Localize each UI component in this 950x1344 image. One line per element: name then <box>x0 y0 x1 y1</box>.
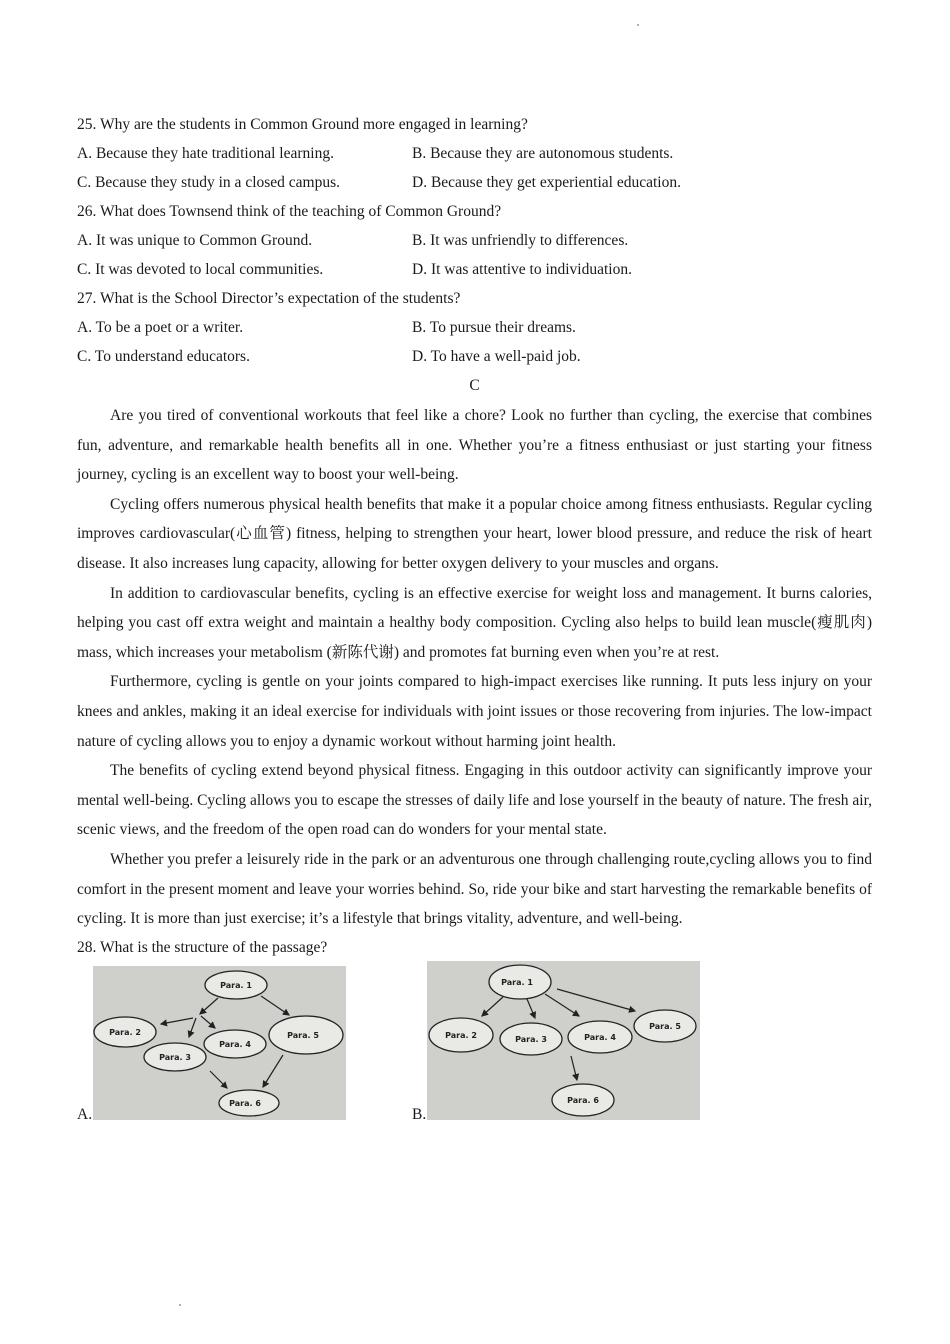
node-para-2 <box>429 1018 493 1052</box>
option-a-label: A. <box>77 1105 93 1123</box>
option-c: C. It was devoted to local communities. <box>77 261 324 278</box>
svg-text:Para. 5: Para. 5 <box>287 1030 319 1040</box>
option-b: B. It was unfriendly to differences. <box>412 232 629 249</box>
scan-speck <box>637 24 639 26</box>
option-b: B. Because they are autonomous students. <box>412 145 674 162</box>
option-a: A. Because they hate traditional learning. <box>77 145 334 162</box>
passage-paragraph-3: In addition to cardiovascular benefits, cycling is an effective exercise for weight loss and management. It burns calories, helping you cast off extra weight and maintain a healthy body composition. Cycling also helps to build lean muscle(瘦肌肉) mass, which increases your metabolism (新陈代谢) and promotes fat burning even when you’re at rest. <box>77 584 872 661</box>
question-26-options-row-1 <box>77 228 872 257</box>
option-a-structure-diagram <box>93 966 346 1120</box>
node-para-5 <box>634 1010 696 1042</box>
svg-text:Para. 2: Para. 2 <box>109 1027 141 1037</box>
exam-page <box>77 112 872 1146</box>
question-26-stem: 26. What does Townsend think of the teaching of Common Ground? <box>77 203 502 220</box>
svg-text:Para. 6: Para. 6 <box>567 1095 599 1105</box>
passage-paragraph-6: Whether you prefer a leisurely ride in the park or an adventurous one through challenging route,cycling allows you to find comfort in the present moment and leave your worries behind. So, ride your bike and start harvesting the remarkable benefits of cycling. It is more than just exercise; it’s a lifestyle that brings vitality, adventure, and well-being. <box>77 850 872 928</box>
option-d: D. It was attentive to individuation. <box>412 261 632 278</box>
option-d: D. Because they get experiential education. <box>412 174 681 191</box>
option-b-label: B. <box>412 1105 427 1123</box>
option-c: C. To understand educators. <box>77 348 250 365</box>
node-para-6 <box>219 1090 279 1116</box>
question-27-options-row-1 <box>77 315 872 344</box>
node-para-5 <box>269 1016 343 1054</box>
section-label: C <box>469 377 480 394</box>
svg-text:Para. 1: Para. 1 <box>501 977 533 987</box>
question-25-stem: 25. Why are the students in Common Ground more engaged in learning? <box>77 116 528 133</box>
node-para-1 <box>205 971 267 999</box>
node-para-3 <box>500 1023 562 1055</box>
question-25-options-row-2 <box>77 170 872 199</box>
passage-paragraph-2: Cycling offers numerous physical health benefits that make it a popular choice among fitness enthusiasts. Regular cycling improves cardiovascular(心血管) fitness, helping to strengthen your heart, lower blood pressure, and reduce the risk of heart disease. It also increases lung capacity, allowing for better oxygen delivery to your muscles and organs. <box>77 495 872 572</box>
option-a: A. To be a poet or a writer. <box>77 319 244 336</box>
option-b-structure-diagram <box>427 961 700 1120</box>
svg-text:Para. 5: Para. 5 <box>649 1021 681 1031</box>
question-28-stem: 28. What is the structure of the passage? <box>77 938 328 956</box>
scan-speck <box>179 1304 181 1306</box>
node-para-2 <box>94 1017 156 1047</box>
svg-text:Para. 2: Para. 2 <box>445 1030 477 1040</box>
option-b: B. To pursue their dreams. <box>412 319 576 336</box>
passage-paragraph-1: Are you tired of conventional workouts that feel like a chore? Look no further than cycling, the exercise that combines fun, adventure, and remarkable health benefits all in one. Whether you’re a fitness enthusiast or just starting your fitness journey, cycling is an excellent way to boost your well-being. <box>77 407 872 484</box>
question-27-options-row-2 <box>77 344 872 373</box>
svg-text:Para. 3: Para. 3 <box>159 1052 191 1062</box>
option-d: D. To have a well-paid job. <box>412 348 581 365</box>
option-c: C. Because they study in a closed campus. <box>77 174 341 191</box>
node-para-6 <box>552 1084 614 1116</box>
svg-text:Para. 4: Para. 4 <box>584 1032 616 1042</box>
node-para-3 <box>144 1043 206 1071</box>
node-para-1 <box>489 965 551 999</box>
svg-text:Para. 4: Para. 4 <box>219 1039 251 1049</box>
question-28-options <box>77 966 872 1146</box>
passage-paragraph-5: The benefits of cycling extend beyond physical fitness. Engaging in this outdoor activity can significantly improve your mental well-being. Cycling allows you to escape the stresses of daily life and lose yourself in the beauty of nature. The fresh air, scenic views, and the freedom of the open road can do wonders for your mental state. <box>77 762 872 839</box>
svg-text:Para. 3: Para. 3 <box>515 1034 547 1044</box>
question-26-options-row-2 <box>77 257 872 286</box>
question-25-options-row-1 <box>77 141 872 170</box>
node-para-4 <box>568 1021 632 1053</box>
svg-text:Para. 1: Para. 1 <box>220 980 252 990</box>
option-a: A. It was unique to Common Ground. <box>77 232 313 249</box>
question-27-stem: 27. What is the School Director’s expectation of the students? <box>77 290 461 307</box>
node-para-4 <box>204 1030 266 1058</box>
reading-passage <box>77 401 872 934</box>
svg-text:Para. 6: Para. 6 <box>229 1098 261 1108</box>
passage-paragraph-4: Furthermore, cycling is gentle on your joints compared to high-impact exercises like running. It puts less injury on your knees and ankles, making it an ideal exercise for individuals with joint issues or those recovering from injuries. The low-impact nature of cycling allows you to enjoy a dynamic workout without harming joint health. <box>77 673 872 750</box>
